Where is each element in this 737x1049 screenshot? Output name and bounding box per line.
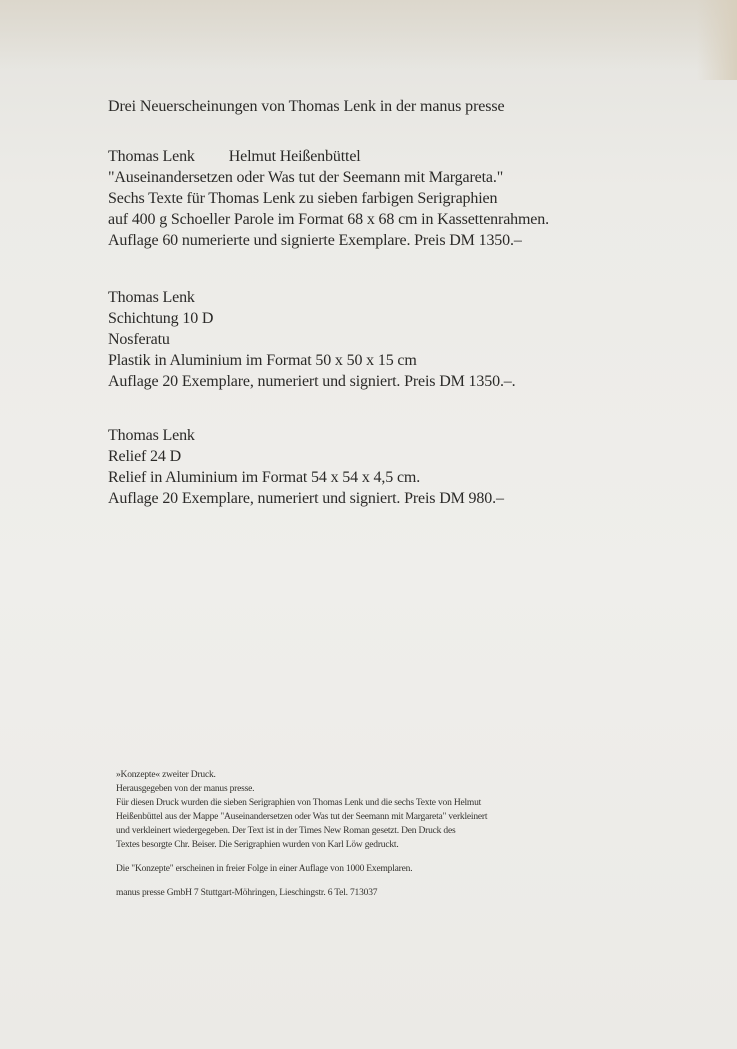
entry-edition-price: Auflage 20 Exemplare, numeriert und signiert. Preis DM 980.– — [108, 490, 504, 507]
colophon-line: und verkleinert wiedergegeben. Der Text ist in der Times New Roman gesetzt. Den Druck des — [116, 826, 456, 836]
entry-work-title: Relief 24 D — [108, 448, 181, 465]
entry-relief — [108, 425, 504, 509]
colophon-line: Herausgegeben von der manus presse. — [116, 784, 255, 794]
entry-edition-price: Auflage 20 Exemplare, numeriert und signiert. Preis DM 1350.–. — [108, 373, 516, 390]
entry-format: Plastik in Aluminium im Format 50 x 50 x 15 cm — [108, 352, 417, 369]
publisher-address: manus presse GmbH 7 Stuttgart-Möhringen, Lieschingstr. 6 Tel. 713037 — [116, 888, 378, 898]
entry-author: Thomas Lenk — [108, 427, 195, 444]
entry-serigraphs — [108, 146, 549, 251]
entry-authors — [108, 146, 549, 167]
co-author-name: Helmut Heißenbüttel — [228, 148, 361, 165]
page-edge — [697, 0, 737, 80]
document-heading: Drei Neuerscheinungen von Thomas Lenk in der manus presse — [108, 98, 505, 115]
page-shadow — [0, 0, 737, 70]
colophon — [116, 768, 487, 900]
entry-format: Relief in Aluminium im Format 54 x 54 x 4,5 cm. — [108, 469, 421, 486]
entry-author: Thomas Lenk — [108, 289, 195, 306]
entry-edition-price: Auflage 60 numerierte und signierte Exemplare. Preis DM 1350.– — [108, 232, 522, 249]
entry-subtitle: Nosferatu — [108, 331, 170, 348]
entry-sculpture — [108, 287, 516, 392]
colophon-line: Heißenbüttel aus der Mappe "Auseinandersetzen oder Was tut der Seemann mit Margareta" verkleinert — [116, 812, 488, 822]
entry-work-title: Schichtung 10 D — [108, 310, 214, 327]
colophon-edition-note: Die "Konzepte" erscheinen in freier Folge in einer Auflage von 1000 Exemplaren. — [116, 864, 413, 874]
author-name: Thomas Lenk — [108, 148, 195, 165]
colophon-line: »Konzepte« zweiter Druck. — [116, 770, 216, 780]
entry-format: auf 400 g Schoeller Parole im Format 68 x 68 cm in Kassettenrahmen. — [108, 211, 549, 228]
entry-description: Sechs Texte für Thomas Lenk zu sieben farbigen Serigraphien — [108, 190, 498, 207]
colophon-line: Für diesen Druck wurden die sieben Serigraphien von Thomas Lenk und die sechs Texte von Helmut — [116, 798, 482, 808]
colophon-line: Textes besorgte Chr. Beiser. Die Serigraphien wurden von Karl Löw gedruckt. — [116, 840, 399, 850]
entry-title: "Auseinandersetzen oder Was tut der Seemann mit Margareta." — [108, 169, 504, 186]
